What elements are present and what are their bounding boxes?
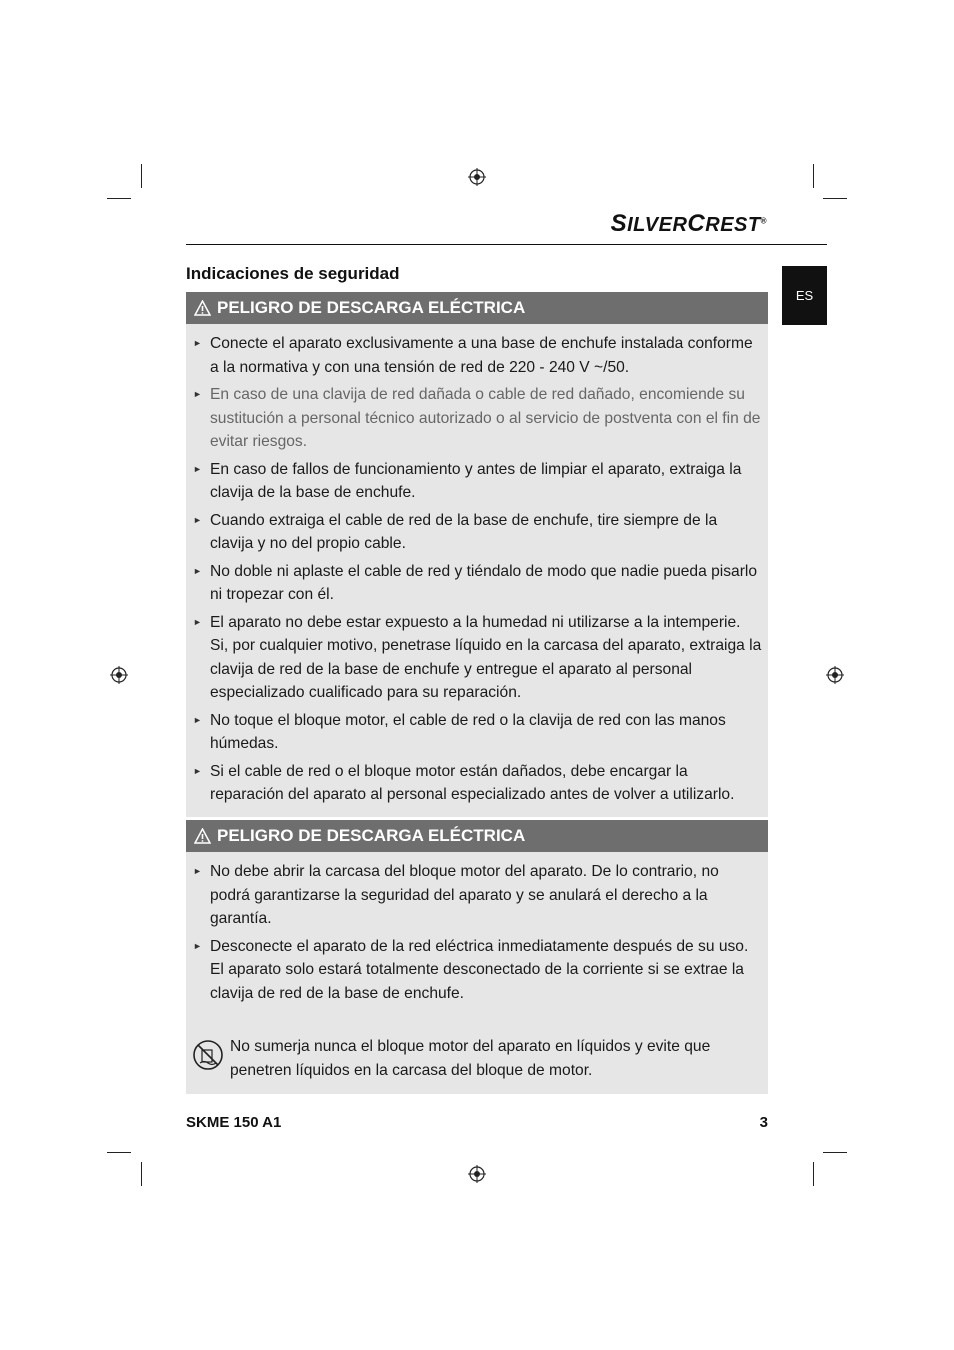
triangle-bullet-icon: ► xyxy=(193,514,202,525)
triangle-bullet-icon: ► xyxy=(193,463,202,474)
triangle-bullet-icon: ► xyxy=(193,389,202,399)
warning-panel xyxy=(186,820,768,1094)
header-divider xyxy=(186,244,827,245)
warning-triangle-icon xyxy=(194,828,211,844)
crop-mark xyxy=(141,1162,142,1186)
triangle-bullet-icon: ► xyxy=(193,765,202,776)
no-immersion-note xyxy=(186,1015,768,1094)
crop-mark xyxy=(813,164,814,188)
registration-mark-icon xyxy=(468,168,486,186)
list-item: ► No debe abrir la carcasa del bloque motor del aparato. De lo contrario, no podrá garantizarse la seguridad del aparato y se anulará el derecho a la garantía. xyxy=(186,860,762,931)
safety-list xyxy=(186,324,768,817)
warning-heading-label: PELIGRO DE DESCARGA ELÉCTRICA xyxy=(217,826,526,845)
no-immersion-text: No sumerja nunca el bloque motor del aparato en líquidos y evite que penetren líquidos en la carcasa del bloque de motor. xyxy=(230,1038,711,1079)
crop-mark xyxy=(823,198,847,199)
triangle-bullet-icon: ► xyxy=(193,565,202,576)
list-item: ► Si el cable de red o el bloque motor están dañados, debe encargar la reparación del aparato al personal especializado antes de volver a utilizarlo. xyxy=(186,760,762,807)
warning-panel xyxy=(186,292,768,817)
registration-mark-icon xyxy=(468,1165,486,1183)
triangle-bullet-icon: ► xyxy=(193,338,202,348)
model-number: SKME 150 A1 xyxy=(186,1114,282,1131)
list-item: ► Conecte el aparato exclusivamente a una base de enchufe instalada conforme a la normativa y con una tensión de red de 220 - 240 V ~/50. xyxy=(186,332,762,379)
safety-list xyxy=(186,852,768,1015)
warning-heading-label: PELIGRO DE DESCARGA ELÉCTRICA xyxy=(217,298,526,317)
crop-mark xyxy=(823,1152,847,1153)
page-number: 3 xyxy=(759,1114,768,1131)
crop-mark xyxy=(141,164,142,188)
no-immersion-icon xyxy=(192,1039,224,1071)
registration-mark-icon xyxy=(826,666,844,684)
triangle-bullet-icon: ► xyxy=(193,940,202,951)
section-title: Indicaciones de seguridad xyxy=(186,264,400,283)
warning-heading xyxy=(186,292,768,324)
triangle-bullet-icon: ► xyxy=(193,616,202,627)
warning-heading xyxy=(186,820,768,852)
list-item: ► No doble ni aplaste el cable de red y tiéndalo de modo que nadie pueda pisarlo ni tropezar con él. xyxy=(186,560,762,607)
language-tab: ES xyxy=(782,266,827,325)
crop-mark xyxy=(107,1152,131,1153)
list-item: ► En caso de una clavija de red dañada o cable de red dañado, encomiende su sustitución a personal técnico autorizado o al servicio de postventa con el fin de evitar riesgos. xyxy=(186,383,762,454)
registration-mark-icon xyxy=(110,666,128,684)
brand-logo: SILVERCREST® xyxy=(610,210,767,237)
list-item: ► El aparato no debe estar expuesto a la humedad ni utilizarse a la intemperie. Si, por cualquier motivo, penetrase líquido en la carcasa del aparato, extraiga la clavija de red de la base de enchufe y entregue el aparato al personal especializado cualificado para su reparación. xyxy=(186,611,762,705)
crop-mark xyxy=(107,198,131,199)
triangle-bullet-icon: ► xyxy=(193,866,202,876)
triangle-bullet-icon: ► xyxy=(193,714,202,725)
crop-mark xyxy=(813,1162,814,1186)
list-item: ► En caso de fallos de funcionamiento y antes de limpiar el aparato, extraiga la clavija de la base de enchufe. xyxy=(186,458,762,505)
list-item: ► Cuando extraiga el cable de red de la base de enchufe, tire siempre de la clavija y no del propio cable. xyxy=(186,509,762,556)
warning-triangle-icon xyxy=(194,300,211,316)
list-item: ► Desconecte el aparato de la red eléctrica inmediatamente después de su uso. El aparato solo estará totalmente desconectado de la corriente si se extrae la clavija de red de la base de enchufe. xyxy=(186,935,762,1006)
list-item: ► No toque el bloque motor, el cable de red o la clavija de red con las manos húmedas. xyxy=(186,709,762,756)
